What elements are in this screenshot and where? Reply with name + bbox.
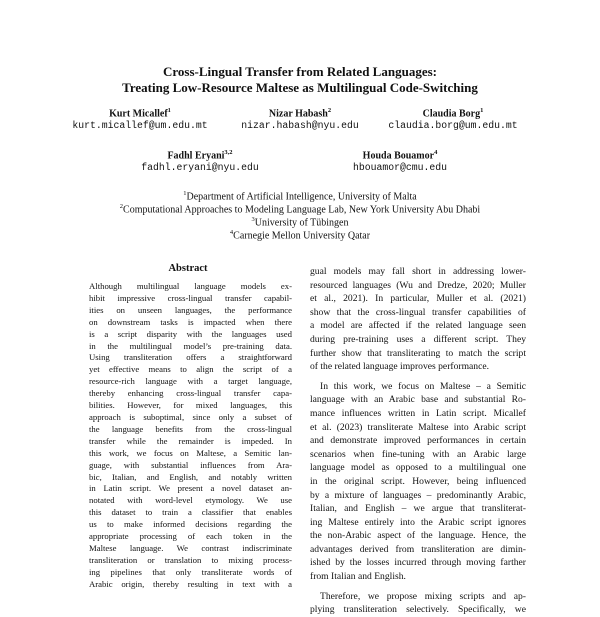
author-email[interactable]: hbouamor@cmu.edu: [352, 162, 448, 173]
author-name: Kurt Micallef$^1$: [109, 107, 171, 120]
text-line: transliteration or translation to mixing process-: [89, 554, 292, 565]
text-line: Maltese language. We contrast indiscriminate: [89, 542, 292, 553]
text-line: gual models may fall short in addressing lower-: [310, 266, 526, 277]
text-line: from Italian and English.: [310, 571, 406, 583]
text-line: the language benefits from the cross-lingual: [89, 423, 292, 434]
text-line: during pre-training uses a different script. They: [310, 333, 526, 345]
text-line: notated with word-level etymology. We use: [89, 495, 292, 506]
text-line: advantages derived from transliteration are dimin-: [310, 543, 526, 555]
affiliation: $^4$Carnegie Mellon University Qatar: [229, 229, 371, 242]
text-line: is a script disparity with the languages used: [89, 328, 292, 339]
affiliation: $^2$Computational Approaches to Modeling Language Lab, New York University Abu Dhabi: [119, 203, 481, 216]
author-name: Houda Bouamor$^4$: [362, 149, 438, 162]
text-line: ished by the losses incurred through moving farther: [310, 557, 526, 569]
text-line: ing Maltese entirely into the Arabic script ignores: [310, 516, 526, 528]
text-line: appropriate processing of each token in the: [89, 531, 292, 542]
text-line: ities on unseen languages, the performance: [89, 304, 292, 315]
affiliation: $^1$Department of Artificial Intelligence, University of Malta: [183, 190, 417, 203]
author-name: Fadhl Eryani$^{3,2}$: [167, 149, 233, 162]
text-line: thereby enhancing cross-lingual transfer capa-: [89, 388, 292, 399]
text-line: resource-rich language with a target language,: [89, 376, 292, 387]
author-email[interactable]: fadhl.eryani@nyu.edu: [141, 162, 259, 173]
author-name: Nizar Habash$^2$: [268, 107, 332, 120]
text-line: in the multilingual model’s pre-training data.: [89, 340, 292, 351]
intro-body: [310, 265, 526, 617]
author-email[interactable]: claudia.borg@um.edu.mt: [388, 120, 518, 131]
text-line: resourced languages (Wu and Dredze, 2020; Muller: [310, 279, 526, 291]
author-name: Claudia Borg$^1$: [422, 107, 484, 120]
text-line: Therefore, we propose mixing scripts and ap-: [320, 590, 526, 602]
text-line: Although multilingual language models ex-: [89, 281, 292, 291]
text-line: scenarios when fine-tuning with an Arabic large: [310, 448, 526, 460]
text-line: et al. (2023) transliterate Maltese into Arabic script: [310, 421, 526, 433]
text-line: and demonstrate improved performances in certain: [310, 435, 526, 447]
paper-title-line-1: Cross-Lingual Transfer from Related Languages:: [163, 64, 437, 79]
text-line: et al., 2021). In particular, Muller et al. (2021): [310, 293, 526, 305]
text-line: Using transliteration offers a straightforward: [89, 352, 292, 363]
text-line: yet effective means to align the script of a: [89, 364, 292, 375]
text-line: bilities. However, for mixed languages, this: [89, 400, 292, 411]
text-line: transfer while the remainder is impeded. In: [89, 435, 292, 446]
text-line: further show that transliterating to match the script: [310, 347, 526, 359]
text-line: by a mixture of languages – predominantly Arabic,: [310, 489, 526, 501]
text-line: show that the cross-lingual transfer capabilities of: [310, 306, 526, 318]
text-line: us to make informed decisions regarding the: [89, 519, 292, 530]
paper-title-line-2: Treating Low-Resource Maltese as Multilingual Code-Switching: [122, 80, 478, 95]
text-line: In this work, we focus on Maltese – a Semitic: [320, 380, 526, 392]
text-line: on downstream tasks is impacted when there: [89, 316, 292, 327]
text-line: a model are affected if the related language seen: [310, 320, 526, 332]
text-line: ing pipelines that only transliterate words of: [89, 566, 292, 577]
author-email[interactable]: nizar.habash@nyu.edu: [241, 120, 359, 131]
affiliation: $^3$University of Tübingen: [251, 216, 349, 229]
text-line: approach is suboptimal, since only a subset of: [89, 411, 292, 422]
text-line: in the original script. However, being influenced: [310, 475, 526, 487]
text-line: in Latin script. We present a novel dataset an-: [89, 483, 292, 494]
text-line: plying transliteration selectively. Specifically, we: [310, 604, 526, 616]
text-line: this work, we focus on Maltese, a Semitic lan-: [89, 447, 292, 458]
text-line: of the related language improves performance.: [310, 361, 490, 373]
text-line: Arabic origin, thereby resulting in text with a: [89, 578, 292, 589]
text-line: mance influences written in Latin script. Micallef: [310, 407, 526, 419]
abstract-body: [89, 281, 292, 591]
text-line: guage, with substantial influences from Ara-: [89, 459, 292, 470]
abstract-heading: Abstract: [168, 263, 208, 274]
author-email[interactable]: kurt.micallef@um.edu.mt: [72, 120, 208, 131]
text-line: this dataset to train a classifier that enables: [89, 507, 292, 518]
text-line: language model as opposed to a multilingual one: [310, 462, 526, 474]
text-line: hibit impressive cross-lingual transfer capabil-: [89, 292, 292, 303]
text-line: bic, Italian, and English, and notably written: [89, 471, 292, 482]
text-line: the non-Arabic aspect of the language. Hence, the: [310, 530, 526, 542]
text-line: Italian, and English – we argue that transliterat-: [310, 503, 526, 515]
text-line: language with an Arabic base and substantial Ro-: [310, 394, 526, 406]
